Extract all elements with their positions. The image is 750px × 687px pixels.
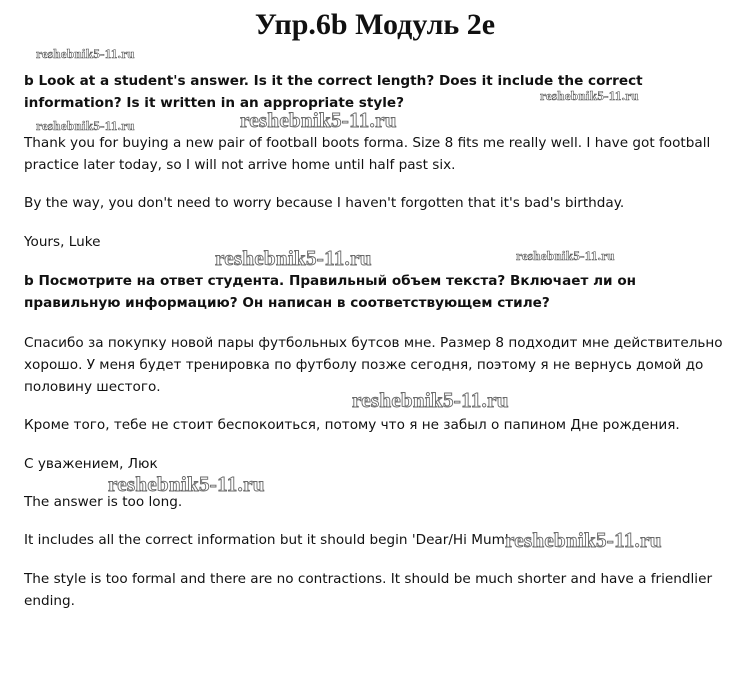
russian-task: b Посмотрите на ответ студента. Правильный объем текста? Включает ли он правильную информацию? Он написан в соответствующем стиле?	[24, 273, 637, 311]
answer-style: The style is too formal and there are no contractions. It should be much shorter and have a friendlier ending.	[24, 571, 713, 609]
watermark: reshebnik5-11.ru	[240, 108, 397, 132]
watermark: reshebnik5-11.ru	[516, 248, 615, 263]
english-paragraph-1: Thank you for buying a new pair of football boots forma. Size 8 fits me really well. I have got football practice later today, so I will not arrive home until half past six.	[24, 135, 711, 173]
russian-paragraph-1: Спасибо за покупку новой пары футбольных бутсов мне. Размер 8 подходит мне действительно хорошо. У меня будет тренировка по футболу позже сегодня, поэтому я не вернусь домой до половину шестого.	[24, 335, 723, 395]
watermark: reshebnik5-11.ru	[540, 88, 639, 103]
russian-signature: С уважением, Люк	[24, 456, 158, 472]
english-paragraph-2: By the way, you don't need to worry because I haven't forgotten that it's bad's birthday.	[24, 195, 625, 211]
watermark: reshebnik5-11.ru	[352, 388, 509, 412]
watermark: reshebnik5-11.ru	[215, 246, 372, 270]
english-task: b Look at a student's answer. Is it the correct length? Does it include the correct information? Is it written in an appropriate style?	[24, 73, 643, 111]
answer-information: It includes all the correct information but it should begin 'Dear/Hi Mum'	[24, 532, 509, 548]
answer-length: The answer is too long.	[24, 494, 183, 510]
watermark: reshebnik5-11.ru	[36, 46, 135, 61]
watermark: reshebnik5-11.ru	[36, 118, 135, 133]
page-title: Упр.6b Модуль 2e	[254, 8, 496, 41]
russian-paragraph-2: Кроме того, тебе не стоит беспокоиться, потому что я не забыл о папином Дне рождения.	[24, 417, 680, 433]
watermark: reshebnik5-11.ru	[108, 472, 265, 496]
watermark: reshebnik5-11.ru	[505, 528, 662, 552]
english-signature: Yours, Luke	[24, 234, 101, 250]
